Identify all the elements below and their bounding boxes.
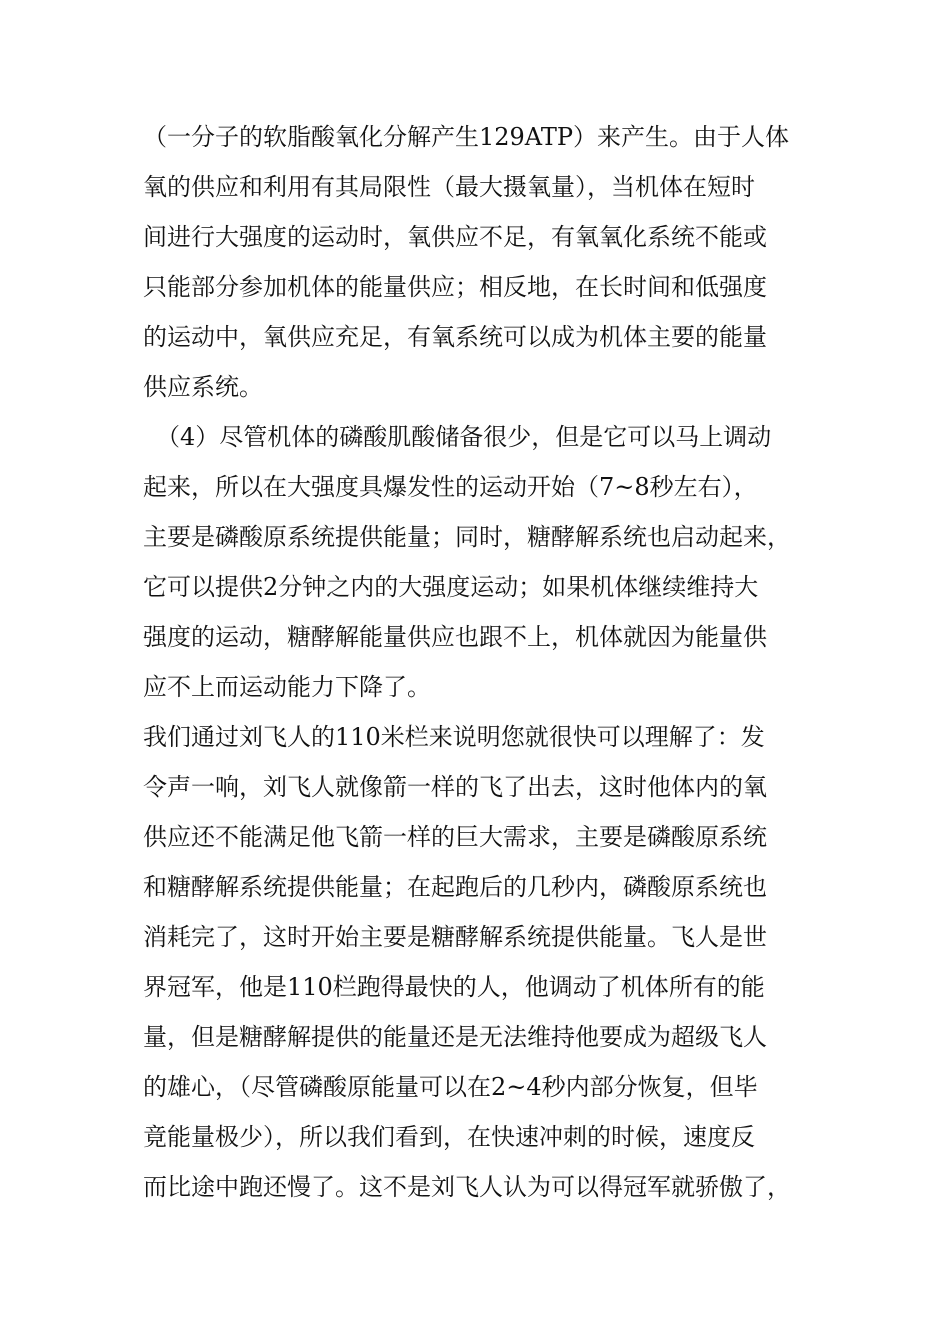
text-line: 间进行大强度的运动时，氧供应不足，有氧氧化系统不能或 [143, 223, 767, 251]
text-line: 供应系统。 [143, 373, 263, 401]
text-line: 我们通过刘飞人的110米栏来说明您就很快可以理解了：发 [143, 723, 765, 751]
text-line: 的运动中，氧供应充足，有氧系统可以成为机体主要的能量 [143, 323, 767, 351]
text-line: 强度的运动，糖酵解能量供应也跟不上，机体就因为能量供 [143, 623, 767, 651]
text-line: 令声一响，刘飞人就像箭一样的飞了出去，这时他体内的氧 [143, 773, 767, 801]
text-line: （4）尽管机体的磷酸肌酸储备很少，但是它可以马上调动 [156, 423, 772, 451]
text-line: 界冠军，他是110栏跑得最快的人，他调动了机体所有的能 [143, 973, 765, 1001]
text-line: 起来，所以在大强度具爆发性的运动开始（7~8秒左右）， [143, 473, 758, 501]
text-line: 和糖酵解系统提供能量；在起跑后的几秒内，磷酸原系统也 [143, 873, 767, 901]
text-line: 供应还不能满足他飞箭一样的巨大需求，主要是磷酸原系统 [143, 823, 767, 851]
text-line: 消耗完了，这时开始主要是糖酵解系统提供能量。飞人是世 [143, 923, 767, 951]
text-line: 量，但是糖酵解提供的能量还是无法维持他要成为超级飞人 [143, 1023, 767, 1051]
text-line: 氧的供应和利用有其局限性（最大摄氧量），当机体在短时 [143, 173, 755, 201]
text-line: 而比途中跑还慢了。这不是刘飞人认为可以得冠军就骄傲了， [143, 1173, 791, 1201]
text-line: 竟能量极少），所以我们看到，在快速冲刺的时候，速度反 [143, 1123, 755, 1151]
text-line: 应不上而运动能力下降了。 [143, 673, 431, 701]
text-line: 只能部分参加机体的能量供应；相反地，在长时间和低强度 [143, 273, 767, 301]
text-line: 的雄心，（尽管磷酸原能量可以在2~4秒内部分恢复，但毕 [143, 1073, 758, 1101]
text-line: （一分子的软脂酸氧化分解产生129ATP）来产生。由于人体 [143, 123, 789, 151]
document-body [143, 112, 823, 1212]
text-line: 它可以提供2分钟之内的大强度运动；如果机体继续维持大 [143, 573, 759, 601]
text-line: 主要是磷酸原系统提供能量；同时，糖酵解系统也启动起来， [143, 523, 791, 551]
